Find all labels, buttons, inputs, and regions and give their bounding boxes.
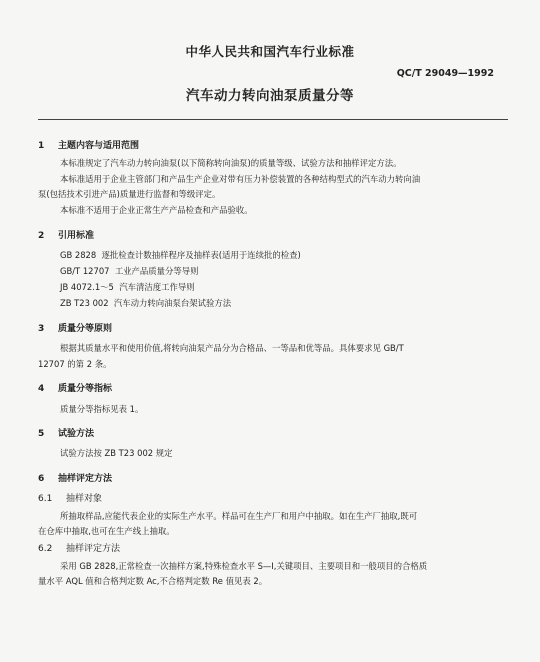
reference-title: 工业产品质量分等导则 — [114, 266, 199, 276]
section-title: 试验方法 — [58, 429, 95, 439]
section-number: 3 — [38, 324, 45, 334]
reference-item — [60, 296, 231, 310]
reference-title: 逐批检查计数抽样程序及抽样表(适用于连续批的检查) — [101, 250, 301, 260]
reference-code: ZB T23 002 — [60, 298, 109, 308]
section-title: 主题内容与适用范围 — [58, 141, 140, 151]
reference-item — [60, 248, 301, 262]
paragraph: 本标准不适用于企业正常生产产品检查和产品验收。 — [60, 205, 253, 215]
section-number: 5 — [38, 429, 45, 439]
reference-code: JB 4072.1～5 — [60, 282, 114, 292]
paragraph: 12707 的第 2 条。 — [38, 359, 112, 369]
paragraph: 采用 GB 2828,正常检查一次抽样方案,特殊检查水平 S—Ⅰ,关键项目、主要项目和一般项目的合格质 — [60, 561, 428, 571]
section-number: 1 — [38, 141, 45, 151]
issuing-organization: 中华人民共和国汽车行业标准 — [185, 44, 355, 59]
subsection-title: 抽样评定方法 — [66, 544, 121, 554]
section-3-heading — [38, 321, 112, 334]
section-1-heading — [38, 138, 139, 151]
paragraph: 本标准规定了汽车动力转向油泵(以下简称转向油泵)的质量等级、试验方法和抽样评定方法。 — [60, 158, 402, 168]
section-6-heading — [38, 471, 112, 484]
section-5-heading — [38, 426, 94, 439]
document-title: 汽车动力转向油泵质量分等 — [186, 88, 354, 104]
section-number: 6 — [38, 474, 45, 484]
section-title: 引用标准 — [58, 231, 95, 241]
paragraph: 根据其质量水平和使用价值,将转向油泵产品分为合格品、一等品和优等品。具体要求见 GB/T — [60, 343, 404, 353]
section-number: 4 — [38, 384, 45, 394]
reference-code: GB/T 12707 — [60, 266, 110, 276]
section-title: 质量分等指标 — [58, 384, 113, 394]
header-divider — [38, 119, 508, 120]
reference-item — [60, 264, 199, 278]
section-2-heading — [38, 228, 94, 241]
subsection-number: 6.2 — [38, 544, 53, 554]
paragraph: 所抽取样品,应能代表企业的实际生产水平。样品可在生产厂和用户中抽取。如在生产厂抽取,既可 — [60, 511, 418, 521]
subsection-6-1-heading — [38, 491, 102, 504]
section-title: 质量分等原则 — [58, 324, 113, 334]
reference-item — [60, 280, 195, 294]
subsection-title: 抽样对象 — [66, 494, 103, 504]
paragraph: 本标准适用于企业主管部门和产品生产企业对带有压力补偿装置的各种结构型式的汽车动力转向油 — [60, 174, 421, 184]
section-number: 2 — [38, 231, 45, 241]
paragraph: 质量分等指标见表 1。 — [60, 404, 144, 414]
paragraph: 泵(包括技术引进产品)质量进行监督和等级评定。 — [38, 189, 221, 199]
reference-title: 汽车动力转向油泵台架试验方法 — [113, 298, 232, 308]
paragraph: 试验方法按 ZB T23 002 规定 — [60, 448, 173, 458]
paragraph: 量水平 AQL 值和合格判定数 Ac,不合格判定数 Re 值见表 2。 — [38, 576, 268, 586]
subsection-6-2-heading — [38, 541, 120, 554]
section-4-heading — [38, 381, 112, 394]
reference-title: 汽车清洁度工作导则 — [119, 282, 195, 292]
subsection-number: 6.1 — [38, 494, 53, 504]
standard-number: QC/T 29049—1992 — [396, 68, 494, 79]
reference-code: GB 2828 — [60, 250, 97, 260]
section-title: 抽样评定方法 — [58, 474, 113, 484]
paragraph: 在仓库中抽取,也可在生产线上抽取。 — [38, 526, 175, 536]
